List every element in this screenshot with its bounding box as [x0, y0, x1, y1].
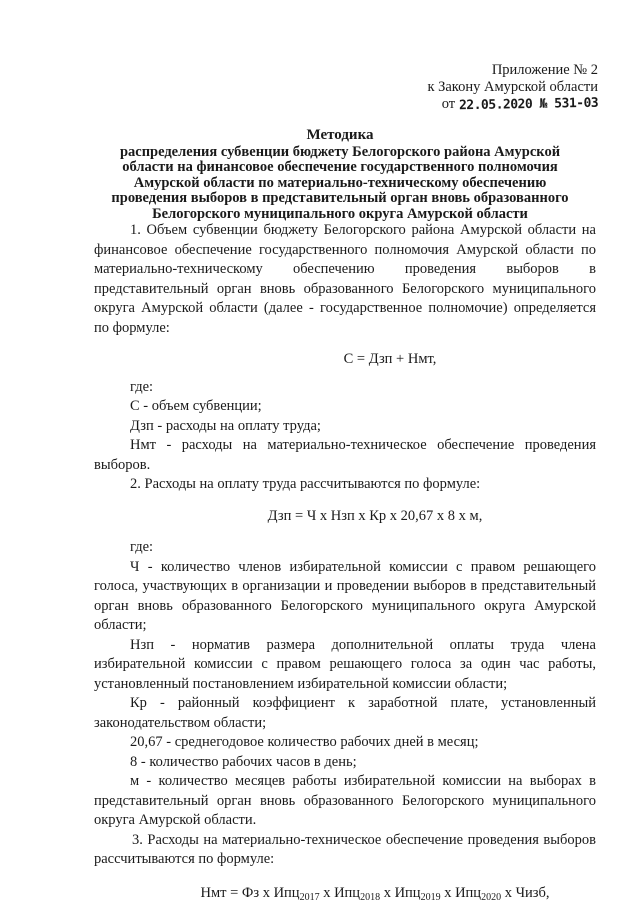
formula-part: х Ипц — [380, 885, 421, 901]
definition-kr: Кр - районный коэффициент к заработной плате, установленный законодательством области; — [94, 694, 596, 733]
definition-ch: Ч - количество членов избирательной комиссии с правом решающего голоса, участвующих в организации и проведении выборов в представительный орган вновь образованного Белогорского муниципального округа Амурской области; — [94, 558, 596, 636]
definition-nmt: Нмт - расходы на материально-техническое обеспечение проведения выборов. — [94, 436, 596, 475]
formula-subscript: 2017 — [300, 892, 320, 903]
document-title — [80, 128, 600, 222]
title-heading: Методика — [80, 128, 600, 144]
paragraph-3: 3. Расходы на материально-техническое обеспечение проведения выборов рассчитываются по формуле: — [94, 831, 596, 870]
formula-part: х Ипц — [441, 885, 482, 901]
formula-subvention: С = Дзп + Нмт, — [184, 350, 596, 370]
where-label: где: — [130, 378, 596, 398]
handwritten-date-number: 22.05.2020 № 531-03 — [459, 95, 598, 114]
title-line: области на финансовое обеспечение государственного полномочия — [80, 160, 600, 176]
formula-material — [154, 884, 596, 907]
title-line: Амурской области по материально-техническому обеспечению — [80, 176, 600, 192]
formula-part: Нмт = Фз х Ипц — [200, 885, 299, 901]
law-reference: к Закону Амурской области — [427, 79, 598, 96]
definition-hours: 8 - количество рабочих часов в день; — [94, 753, 596, 773]
formula-subscript: 2019 — [421, 892, 441, 903]
date-prefix: от — [442, 96, 455, 112]
title-line: Белогорского муниципального округа Амурской области — [80, 207, 600, 223]
definition-dzp: Дзп - расходы на оплату труда; — [94, 417, 596, 437]
appendix-header — [427, 62, 598, 113]
formula-labor: Дзп = Ч х Нзп х Кр х 20,67 х 8 х м, — [154, 507, 596, 527]
title-line: проведения выборов в представительный орган вновь образованного — [80, 191, 600, 207]
formula-subscript: 2020 — [481, 892, 501, 903]
title-line: распределения субвенции бюджету Белогорского района Амурской — [80, 145, 600, 161]
definition-months: м - количество месяцев работы избирательной комиссии на выборах в представительный орган вновь образованного Белогорского муниципального округа Амурской области. — [94, 772, 596, 831]
definition-c: С - объем субвенции; — [94, 397, 596, 417]
document-body — [94, 221, 596, 907]
law-date — [427, 96, 598, 113]
definition-workdays: 20,67 - среднегодовое количество рабочих дней в месяц; — [94, 733, 596, 753]
appendix-number: Приложение № 2 — [427, 62, 598, 79]
definition-nzp: Нзп - норматив размера дополнительной оплаты труда члена избирательной комиссии с правом решающего голоса за один час работы, установленный постановлением избирательной комиссии области; — [94, 636, 596, 695]
formula-part: х Чизб, — [501, 885, 549, 901]
where-label: где: — [130, 538, 596, 558]
paragraph-1: 1. Объем субвенции бюджету Белогорского района Амурской области на финансовое обеспечение государственного полномочия Амурской области по материально-техническому обеспечению проведения выборов в представительный орган вновь образованного Белогорского муниципального округа Амурской области (далее - государственное полномочие) определяется по формуле: — [94, 221, 596, 338]
paragraph-2: 2. Расходы на оплату труда рассчитываются по формуле: — [94, 475, 596, 495]
formula-subscript: 2018 — [360, 892, 380, 903]
formula-part: х Ипц — [320, 885, 361, 901]
